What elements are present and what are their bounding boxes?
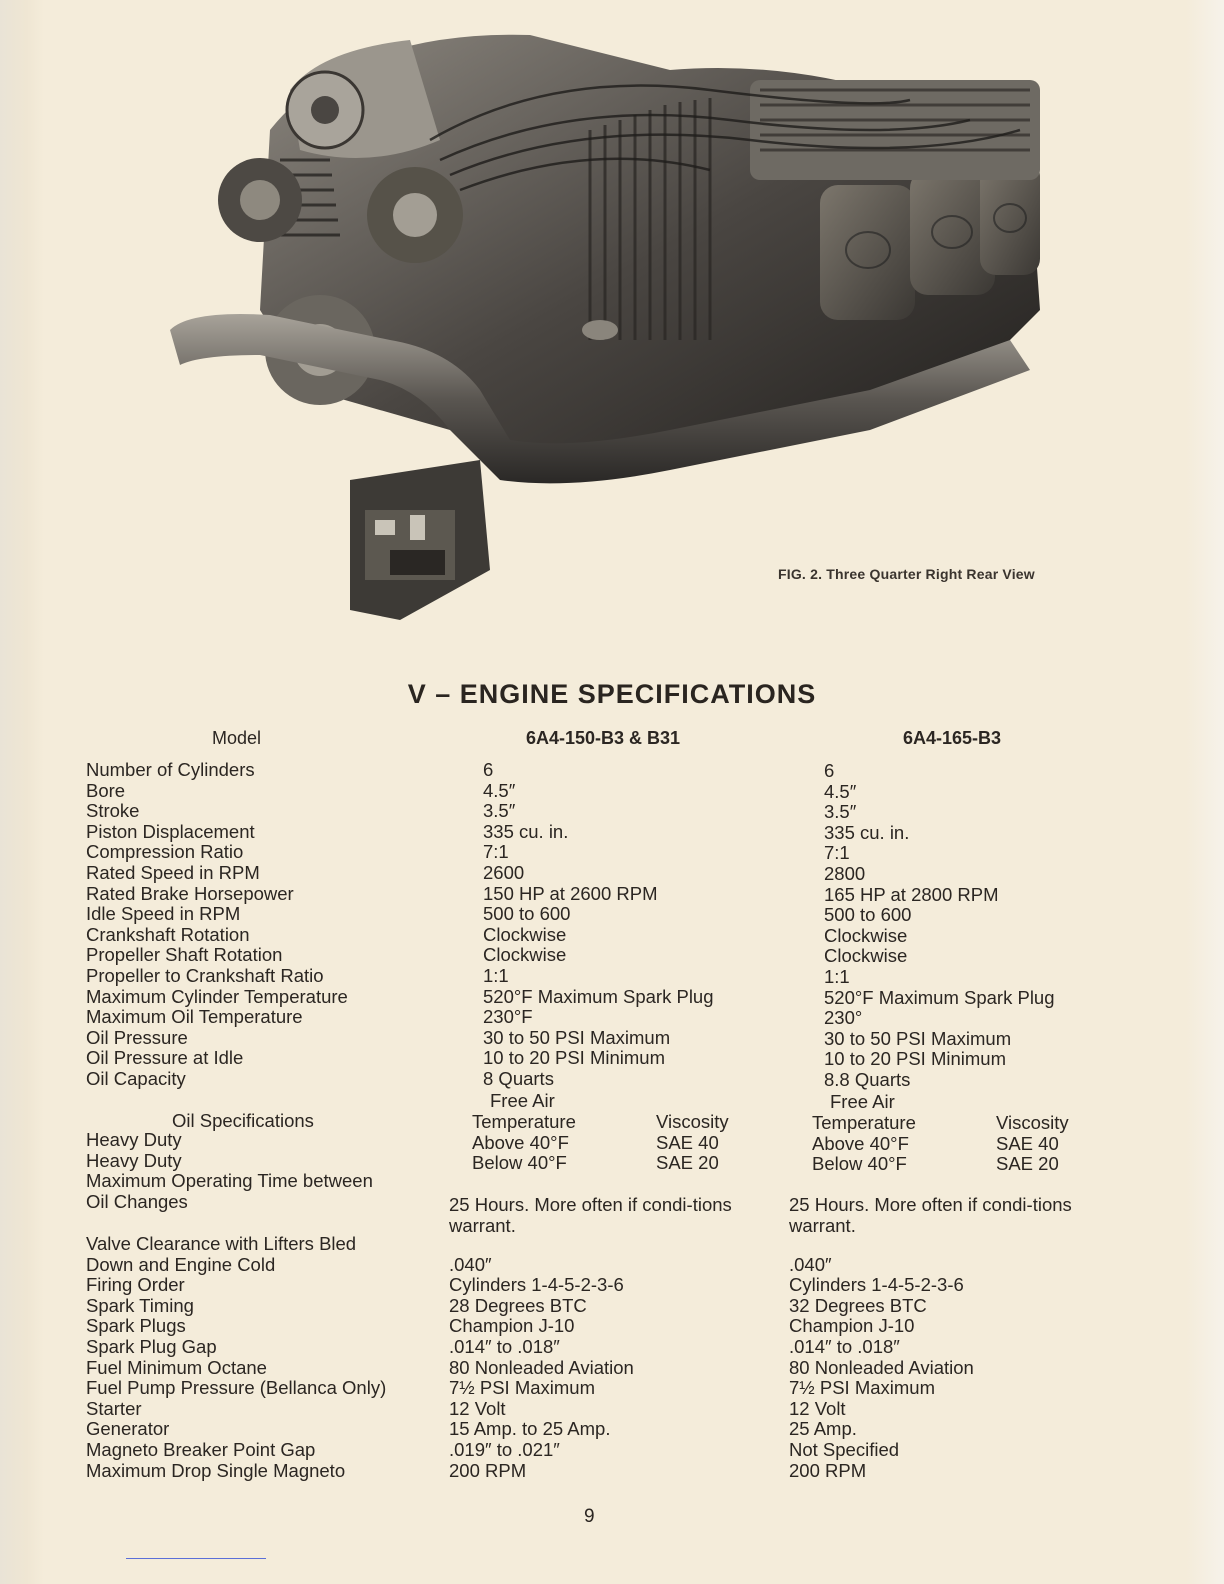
spec-value: Clockwise bbox=[824, 945, 908, 967]
spec-value: 230°F bbox=[483, 1006, 533, 1028]
page-edge-shadow bbox=[0, 0, 44, 1584]
spec-value: 520°F Maximum Spark Plug bbox=[824, 986, 1055, 1008]
spec-label: Bore bbox=[86, 779, 126, 801]
spec2-value: 12 Volt bbox=[449, 1397, 506, 1419]
spec2-value: 12 Volt bbox=[789, 1397, 846, 1419]
spec2-value: 7½ PSI Maximum bbox=[789, 1377, 935, 1399]
spec-value: 3.5″ bbox=[483, 800, 516, 822]
spec-value: 2600 bbox=[483, 861, 525, 883]
spec2-value: 32 Degrees BTC bbox=[789, 1294, 927, 1316]
scan-artifact-line bbox=[126, 1558, 266, 1559]
free-air-label-b: Free Air bbox=[830, 1091, 895, 1112]
spec2-label: Down and Engine Cold bbox=[86, 1253, 276, 1275]
viscosity-temps-b bbox=[812, 1113, 916, 1175]
spec-value: Clockwise bbox=[824, 924, 908, 946]
spec2-value: 200 RPM bbox=[449, 1459, 527, 1481]
figure-caption: FIG. 2. Three Quarter Right Rear View bbox=[778, 566, 1035, 582]
spec-value: Clockwise bbox=[483, 923, 567, 945]
sae-above: SAE 40 bbox=[656, 1131, 719, 1153]
model-column-header: Model bbox=[212, 728, 262, 748]
spec2-value: 7½ PSI Maximum bbox=[449, 1377, 595, 1399]
spec-value: 30 to 50 PSI Maximum bbox=[483, 1026, 671, 1048]
spec2-value bbox=[449, 1234, 634, 1255]
spec-label: Number of Cylinders bbox=[86, 759, 255, 780]
spec-label: Rated Brake Horsepower bbox=[86, 882, 294, 904]
free-air-label-a: Free Air bbox=[490, 1090, 555, 1111]
engine-photo bbox=[150, 10, 1050, 640]
spec-label: Propeller to Crankshaft Ratio bbox=[86, 964, 324, 986]
spec2-label: Maximum Drop Single Magneto bbox=[86, 1459, 346, 1481]
oil-spec-label: Heavy Duty bbox=[86, 1129, 182, 1150]
spec-label: Crankshaft Rotation bbox=[86, 923, 250, 945]
spec2-value: Champion J-10 bbox=[789, 1315, 915, 1337]
temperature-label: Temperature bbox=[472, 1111, 576, 1132]
spec-value: 230° bbox=[824, 1007, 863, 1029]
spec-labels bbox=[86, 760, 348, 1090]
temp-above: Above 40°F bbox=[812, 1132, 909, 1154]
spec-label: Oil Capacity bbox=[86, 1067, 186, 1089]
viscosity-temps-a bbox=[472, 1112, 576, 1174]
spec2-value: .019″ to .021″ bbox=[449, 1438, 560, 1460]
spec-value: 8 Quarts bbox=[483, 1067, 554, 1089]
model-b-header: 6A4-165-B3 bbox=[903, 728, 1002, 748]
spec2-value: Cylinders 1-4-5-2-3-6 bbox=[449, 1274, 624, 1296]
temperature-label: Temperature bbox=[812, 1112, 916, 1133]
oil-change-label: Oil Changes bbox=[86, 1190, 188, 1212]
spec-value: 150 HP at 2600 RPM bbox=[483, 882, 658, 904]
temp-above: Above 40°F bbox=[472, 1131, 569, 1153]
spec2-label: Fuel Pump Pressure (Bellanca Only) bbox=[86, 1377, 387, 1399]
spec-label: Stroke bbox=[86, 800, 140, 822]
spec-label: Piston Displacement bbox=[86, 820, 255, 842]
spec-value: 8.8 Quarts bbox=[824, 1068, 911, 1090]
spec2-value: 200 RPM bbox=[789, 1459, 867, 1481]
spec2-value: 15 Amp. to 25 Amp. bbox=[449, 1418, 611, 1440]
model-a-header: 6A4-150-B3 & B31 bbox=[526, 728, 681, 748]
oil-change-label: Maximum Operating Time between bbox=[86, 1170, 373, 1192]
section-title: V – ENGINE SPECIFICATIONS bbox=[407, 679, 817, 709]
viscosity-values-a bbox=[656, 1112, 729, 1174]
spec2-value: .014″ to .018″ bbox=[449, 1335, 560, 1357]
spec-value: 10 to 20 PSI Minimum bbox=[824, 1048, 1006, 1070]
spec-values-model-b bbox=[824, 761, 1055, 1091]
viscosity-values-b bbox=[996, 1113, 1069, 1175]
spec-value: 6 bbox=[483, 759, 494, 780]
spec2-label: Firing Order bbox=[86, 1274, 185, 1296]
spec-label: Compression Ratio bbox=[86, 841, 244, 863]
spec-values-model-a bbox=[483, 760, 714, 1090]
spec-value: 3.5″ bbox=[824, 801, 857, 823]
oil-change-note-a: 25 Hours. More often if condi-tions warrant. bbox=[449, 1194, 732, 1236]
oil-spec-labels bbox=[86, 1130, 373, 1212]
sae-below: SAE 20 bbox=[996, 1153, 1059, 1175]
spec2-label: Spark Plugs bbox=[86, 1315, 186, 1337]
spec2-label: Fuel Minimum Octane bbox=[86, 1356, 267, 1378]
spec-value: 1:1 bbox=[483, 964, 509, 986]
spec2-value: .040″ bbox=[789, 1253, 832, 1275]
spec-label: Idle Speed in RPM bbox=[86, 903, 241, 925]
spec-value: 335 cu. in. bbox=[824, 821, 910, 843]
spec-value: 335 cu. in. bbox=[483, 820, 569, 842]
spec2-value: Cylinders 1-4-5-2-3-6 bbox=[789, 1274, 964, 1296]
spec2-value: .014″ to .018″ bbox=[789, 1335, 900, 1357]
spec-value: 7:1 bbox=[483, 841, 509, 863]
spec2-label: Starter bbox=[86, 1397, 142, 1419]
spec2-values-model-a bbox=[449, 1234, 634, 1481]
sae-below: SAE 20 bbox=[656, 1152, 719, 1174]
oil-change-note-b: 25 Hours. More often if condi-tions warrant. bbox=[789, 1194, 1072, 1236]
spec-value: 165 HP at 2800 RPM bbox=[824, 883, 999, 905]
spec2-label: Magneto Breaker Point Gap bbox=[86, 1438, 316, 1460]
spec-value: 6 bbox=[824, 760, 835, 781]
spec2-label: Generator bbox=[86, 1418, 170, 1440]
temp-below: Below 40°F bbox=[472, 1152, 567, 1174]
spec-value: 520°F Maximum Spark Plug bbox=[483, 985, 714, 1007]
spec-value: 500 to 600 bbox=[824, 904, 912, 926]
spec2-label: Spark Plug Gap bbox=[86, 1335, 217, 1357]
spec2-value: 80 Nonleaded Aviation bbox=[789, 1356, 974, 1378]
oil-spec-label: Heavy Duty bbox=[86, 1149, 182, 1171]
oil-specifications-heading: Oil Specifications bbox=[172, 1110, 314, 1131]
spec-label: Oil Pressure at Idle bbox=[86, 1047, 244, 1069]
page-number: 9 bbox=[584, 1506, 595, 1527]
spec-value: 1:1 bbox=[824, 965, 850, 987]
spec2-value: 80 Nonleaded Aviation bbox=[449, 1356, 634, 1378]
page-right-margin bbox=[1186, 0, 1224, 1584]
spec-value: 2800 bbox=[824, 862, 866, 884]
spec2-value: Not Specified bbox=[789, 1438, 900, 1460]
spec-label: Oil Pressure bbox=[86, 1026, 188, 1048]
spec2-value: .040″ bbox=[449, 1253, 492, 1275]
spec2-value: Champion J-10 bbox=[449, 1315, 575, 1337]
viscosity-label: Viscosity bbox=[996, 1112, 1069, 1133]
spec2-value: 28 Degrees BTC bbox=[449, 1294, 587, 1316]
spec2-labels bbox=[86, 1234, 386, 1481]
spec-label: Propeller Shaft Rotation bbox=[86, 944, 283, 966]
spec2-value bbox=[789, 1234, 974, 1255]
spec-value: 10 to 20 PSI Minimum bbox=[483, 1047, 665, 1069]
spec2-label: Spark Timing bbox=[86, 1294, 194, 1316]
spec-value: 4.5″ bbox=[824, 780, 857, 802]
spec-value: 500 to 600 bbox=[483, 903, 571, 925]
spec-value: 4.5″ bbox=[483, 779, 516, 801]
spec2-value: 25 Amp. bbox=[789, 1418, 857, 1440]
spec2-label: Valve Clearance with Lifters Bled bbox=[86, 1233, 357, 1254]
temp-below: Below 40°F bbox=[812, 1153, 907, 1175]
spec2-values-model-b bbox=[789, 1234, 974, 1481]
spec-value: 7:1 bbox=[824, 842, 850, 864]
spec-label: Maximum Cylinder Temperature bbox=[86, 985, 348, 1007]
spec-label: Rated Speed in RPM bbox=[86, 861, 260, 883]
spec-label: Maximum Oil Temperature bbox=[86, 1006, 303, 1028]
viscosity-label: Viscosity bbox=[656, 1111, 729, 1132]
spec-value: Clockwise bbox=[483, 944, 567, 966]
spec-value: 30 to 50 PSI Maximum bbox=[824, 1027, 1012, 1049]
sae-above: SAE 40 bbox=[996, 1132, 1059, 1154]
